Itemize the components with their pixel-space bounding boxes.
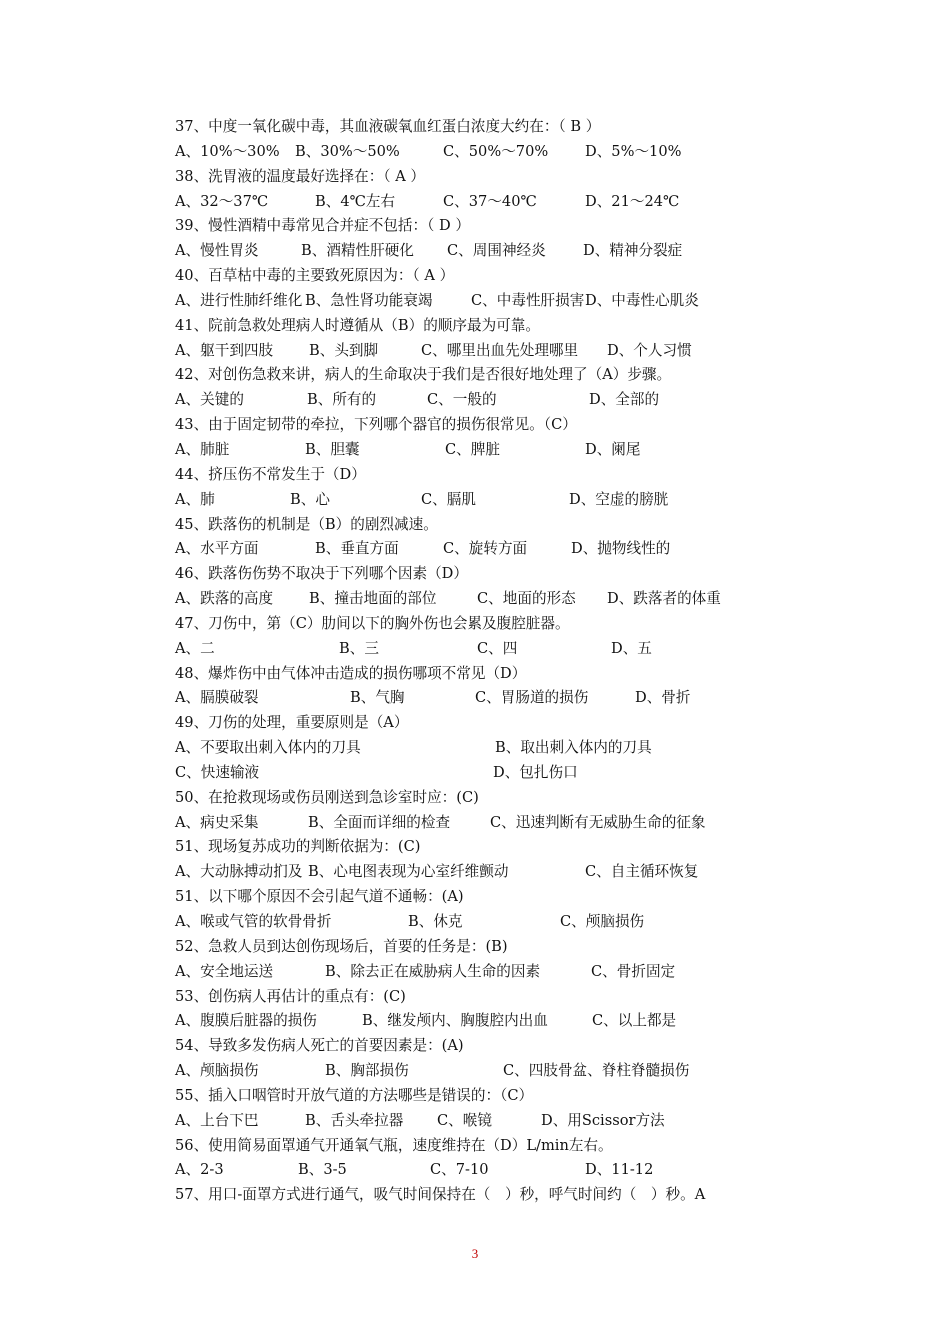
answer-option: B、撞击地面的部位 [309,590,437,608]
answer-options [175,488,775,513]
answer-option: B、心电图表现为心室纤维颤动 [308,863,509,881]
answer-options [175,339,775,364]
answer-option: C、迅速判断有无威胁生命的征象 [490,813,706,831]
question-text: 52、急救人员到达创伤现场后，首要的任务是：(B) [175,937,508,955]
answer-options [175,761,775,786]
answer-options [175,637,775,662]
question-text: 40、百草枯中毒的主要致死原因为：（ A ） [175,267,455,285]
answer-option: A、肺 [175,490,215,508]
answer-option: B、休克 [408,913,463,930]
answer-option: C、膈肌 [421,490,476,508]
answer-option: D、阑尾 [585,440,641,458]
answer-option: A、关键的 [175,391,244,409]
question-text: 56、使用简易面罩通气开通氧气瓶，速度维持在（D）L/min左右。 [175,1136,613,1154]
answer-option: B、4℃左右 [315,192,396,210]
answer-option: A、跌落的高度 [175,590,274,608]
answer-option: A、慢性胃炎 [175,242,259,260]
question-text: 49、刀伤的处理，重要原则是（A） [175,714,409,732]
question-text: 41、院前急救处理病人时遵循从（B）的顺序最为可靠。 [175,316,540,334]
answer-option: C、旋转方面 [443,540,528,558]
answer-option: D、精神分裂症 [583,242,683,260]
answer-option: C、周围神经炎 [447,242,546,260]
question-text: 55、插入口咽管时开放气道的方法哪些是错误的：（C） [175,1086,534,1104]
answer-option: C、7-10 [430,1161,489,1179]
answer-option: C、喉镜 [437,1111,492,1129]
answer-option: A、不要取出刺入体内的刀具 [175,739,361,757]
answer-options [175,587,775,612]
answer-options [175,537,775,562]
answer-option: B、除去正在威胁病人生命的因素 [325,962,541,980]
answer-option: B、30%～50% [295,142,400,160]
answer-option: A、病史采集 [175,813,259,831]
question-text: 38、洗胃液的温度最好选择在：（ A ） [175,167,425,185]
question-text: 45、跌落伤的机制是（B）的剧烈减速。 [175,515,438,533]
answer-option: D、五 [611,639,652,657]
answer-options [175,811,775,836]
answer-option: B、头到脚 [309,341,379,359]
answer-option: D、抛物线性的 [571,540,671,558]
answer-option: D、骨折 [635,689,691,707]
question-text: 37、中度一氧化碳中毒，其血液碳氧血红蛋白浓度大约在：（ B ） [175,118,601,135]
answer-option: B、继发颅内、胸腹腔内出血 [362,1012,548,1030]
answer-option: A、膈膜破裂 [175,689,259,707]
answer-option: A、10%～30% [175,142,280,160]
answer-option: B、酒精性肝硬化 [301,242,414,260]
answer-option: A、躯干到四肢 [175,341,274,359]
answer-options [175,190,775,215]
answer-option: D、11-12 [585,1161,654,1179]
answer-option: D、用Scissor方法 [541,1111,665,1129]
question-text: 39、慢性酒精中毒常见合并症不包括：（ D ） [175,217,470,235]
answer-option: D、包扎伤口 [493,763,578,781]
question-text: 43、由于固定韧带的牵拉，下列哪个器官的损伤很常见。（C） [175,416,577,434]
answer-option: C、以上都是 [592,1012,677,1030]
answer-option: B、取出刺入体内的刀具 [495,739,652,757]
answer-option: B、垂直方面 [315,540,399,558]
answer-option: A、2-3 [175,1161,224,1179]
answer-option: A、喉或气管的软骨骨折 [175,913,332,930]
answer-option: D、中毒性心肌炎 [585,291,699,309]
answer-option: A、安全地运送 [175,962,274,980]
question-text: 51、现场复苏成功的判断依据为：(C) [175,838,421,856]
answer-options [175,1009,775,1034]
answer-option: C、四 [477,639,518,657]
answer-options [175,140,775,165]
answer-option: D、个人习惯 [607,341,692,359]
answer-options [175,910,775,935]
answer-option: C、50%～70% [443,142,549,160]
question-text: 54、导致多发伤病人死亡的首要因素是：(A) [175,1037,464,1055]
answer-option: B、心 [290,490,330,508]
answer-option: D、跌落者的体重 [607,590,721,608]
answer-option: B、舌头牵拉器 [305,1111,404,1129]
answer-option: B、气胸 [350,689,405,707]
answer-option: A、腹膜后脏器的损伤 [175,1012,317,1030]
answer-option: B、胆囊 [305,440,360,458]
answer-option: C、地面的形态 [477,590,576,608]
answer-option: B、急性肾功能衰竭 [305,291,433,309]
answer-options [175,438,775,463]
answer-options [175,1109,775,1134]
answer-option: C、四肢骨盆、脊柱脊髓损伤 [503,1062,690,1080]
answer-options [175,1059,775,1084]
answer-options [175,736,775,761]
answer-options [175,960,775,985]
question-list [175,115,775,1208]
answer-option: A、水平方面 [175,540,259,558]
answer-option: D、空虚的膀胱 [569,490,669,508]
answer-option: D、全部的 [589,391,660,409]
answer-option: D、21～24℃ [585,192,680,210]
answer-option: B、胸部损伤 [325,1062,409,1080]
question-text: 44、挤压伤不常发生于（D） [175,465,366,483]
question-text: 47、刀伤中，第（C）肋间以下的胸外伤也会累及腹腔脏器。 [175,614,570,632]
answer-option: B、所有的 [307,391,377,409]
answer-options [175,289,775,314]
answer-option: D、5%～10% [585,142,682,160]
answer-option: C、中毒性肝损害 [471,291,585,309]
question-text: 48、爆炸伤中由气体冲击造成的损伤哪项不常见（D） [175,664,527,682]
question-text: 50、在抢救现场或伤员刚送到急诊室时应：(C) [175,788,479,806]
answer-option: C、一般的 [427,391,497,409]
answer-option: A、大动脉搏动扪及 [175,863,303,881]
answer-options [175,1158,775,1183]
question-text: 57、用口-面罩方式进行通气，吸气时间保持在（ ）秒，呼气时间约（ ）秒。A [175,1186,706,1204]
answer-option: C、快速输液 [175,763,260,781]
answer-option: A、进行性肺纤维化 [175,291,303,309]
answer-option: B、三 [339,639,379,657]
answer-option: A、32～37℃ [175,192,269,210]
answer-option: C、胃肠道的损伤 [475,689,589,707]
question-text: 42、对创伤急救来讲，病人的生命取决于我们是否很好地处理了（A）步骤。 [175,366,672,384]
answer-option: B、全面而详细的检查 [308,813,451,831]
answer-option: A、二 [175,639,215,657]
answer-options [175,686,775,711]
page-number: 3 [471,1246,479,1261]
answer-option: A、上台下巴 [175,1111,259,1129]
answer-option: C、37～40℃ [443,192,537,210]
answer-option: A、肺脏 [175,440,230,458]
question-text: 53、创伤病人再估计的重点有：(C) [175,987,406,1005]
answer-option: C、脾脏 [445,440,500,458]
answer-option: C、颅脑损伤 [560,913,645,930]
answer-option: C、自主循环恢复 [585,863,699,881]
answer-option: B、3-5 [298,1161,347,1179]
answer-option: C、哪里出血先处理哪里 [421,341,579,359]
answer-options [175,239,775,264]
question-text: 46、跌落伤伤势不取决于下列哪个因素（D） [175,565,468,583]
answer-options [175,388,775,413]
question-text: 51、以下哪个原因不会引起气道不通畅：(A) [175,888,464,906]
answer-options [175,860,775,885]
answer-option: C、骨折固定 [591,962,676,980]
answer-option: A、颅脑损伤 [175,1062,259,1080]
